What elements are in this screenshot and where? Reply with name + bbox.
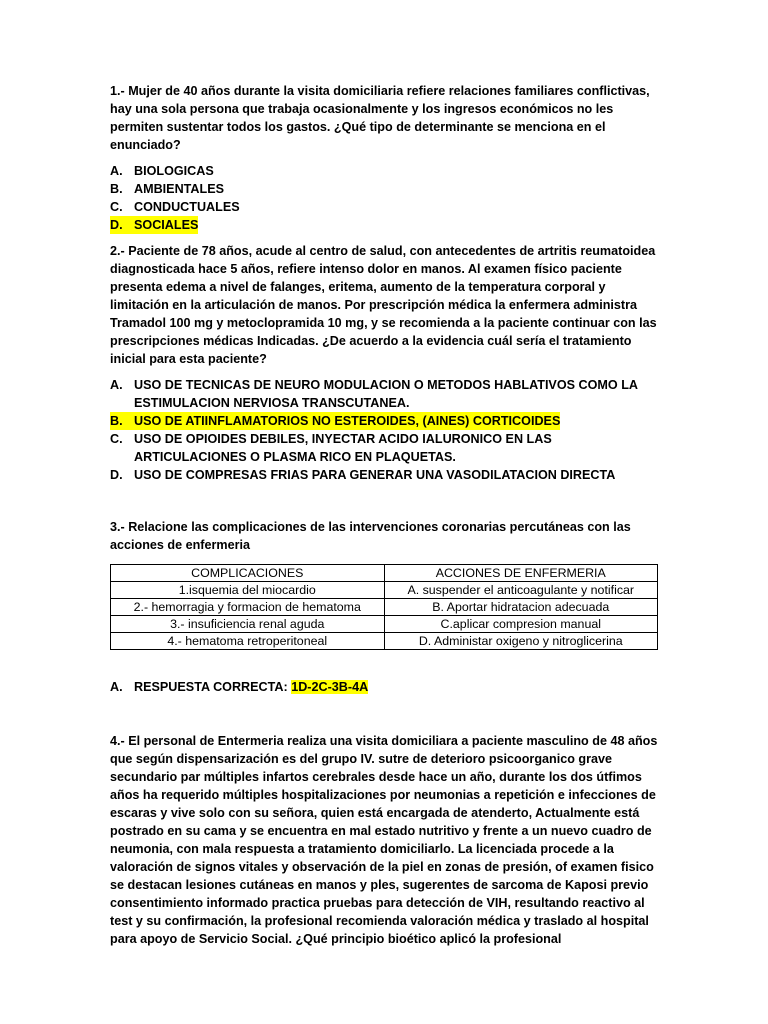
option-text: AMBIENTALES xyxy=(134,182,225,196)
table-cell: D. Administar oxigeno y nitroglicerina xyxy=(384,633,658,650)
option-text: SOCIALES xyxy=(134,218,199,232)
question-2-text: 2.- Paciente de 78 años, acude al centro de salud, con antecedentes de artritis reumatoidea diagnosticada hace 5 años, refiere intenso dolor en manos. Al examen físico paciente presenta edema a nivel de falanges, eritema, aumento de la temperatura corporal y limitación en la articulación de manos. Por prescripción médica la enfermera administra Tramadol 100 mg y metoclopramida 10 mg, y se recomienda a la paciente continuar con las prescripciones médicas Indicadas. ¿De acuerdo a la evidencia cuál sería el tratamiento inicial para esta paciente? xyxy=(110,244,657,366)
option-letter: B. xyxy=(110,182,123,196)
question-2-options xyxy=(110,376,662,484)
option-text: USO DE COMPRESAS FRIAS PARA GENERAR UNA VASODILATACION DIRECTA xyxy=(134,468,616,482)
answer-letter: A. xyxy=(110,680,123,694)
question-3-text: 3.- Relacione las complicaciones de las intervenciones coronarias percutáneas con las acciones de enfermeria xyxy=(110,520,631,552)
option-letter: C. xyxy=(110,432,123,446)
table-cell: A. suspender el anticoagulante y notificar xyxy=(384,582,658,599)
option-text: USO DE ATIINFLAMATORIOS NO ESTEROIDES, (AINES) CORTICOIDES xyxy=(134,414,561,428)
highlighted-answer xyxy=(110,216,198,234)
option-letter: B. xyxy=(110,414,123,428)
table-cell: 4.- hematoma retroperitoneal xyxy=(111,633,385,650)
table-row xyxy=(111,582,658,599)
question-1-option-a xyxy=(110,162,662,180)
table-header-acciones: ACCIONES DE ENFERMERIA xyxy=(384,565,658,582)
question-1-option-d-highlighted xyxy=(110,216,662,234)
question-1-text: 1.- Mujer de 40 años durante la visita domiciliaria refiere relaciones familiares conflictivas, hay una sola persona que trabaja ocasionalmente y los ingresos económicos no les permiten sustentar todos los gastos. ¿Qué tipo de determinante se menciona en el enunciado? xyxy=(110,84,650,152)
matching-table xyxy=(110,564,658,650)
table-cell: B. Aportar hidratacion adecuada xyxy=(384,599,658,616)
question-2-option-c xyxy=(110,430,662,466)
question-2-option-b-highlighted xyxy=(110,412,662,430)
question-2-option-d xyxy=(110,466,662,484)
question-1-option-b xyxy=(110,180,662,198)
option-text: USO DE TECNICAS DE NEURO MODULACION O METODOS HABLATIVOS COMO LA ESTIMULACION NERVIOSA TRANSCUTANEA. xyxy=(134,378,638,410)
highlighted-answer xyxy=(110,412,560,430)
option-text: CONDUCTUALES xyxy=(134,200,240,214)
document-page xyxy=(110,82,662,948)
option-letter: A. xyxy=(110,378,123,392)
table-header-complicaciones: COMPLICACIONES xyxy=(111,565,385,582)
question-3-answer xyxy=(110,678,662,696)
answer-label: RESPUESTA CORRECTA: xyxy=(134,680,292,694)
option-letter: D. xyxy=(110,218,123,232)
option-letter: D. xyxy=(110,468,123,482)
question-4-text: 4.- El personal de Entermeria realiza una visita domiciliara a paciente masculino de 48 años que según dispensarización es del grupo IV. sutre de deterioro psicoorganico grave secundario par múltiples infartos cerebrales desde hace un año, durante los dos útfimos años ha requerido múltiples hospitalizaciones por neumonias a repetición e infecciones de escaras y vive solo con su señora, quien está encargada de atenderto, Actualmente está postrado en su cama y se encuentra en mal estado nutritivo y frente a un nuevo cuadro de neumonia, con mala respuesta a tratamiento domiciliarlo. La licenciada procede a la valoración de signos vitales y observación de la piel en zonas de presión, of examen fisico se destacan lesiones cutáneas en manos y ples, sugerentes de sarcoma de Kaposi previo consentimiento informado practica pruebas para detección de VIH, resultando reactivo al test y su confirmación, la profesional recomienda valoración médica y traslado al hospital para apoyo de Servicio Social. ¿Qué principio bioético aplicó la profesional xyxy=(110,734,658,946)
option-letter: A. xyxy=(110,164,123,178)
table-cell: 2.- hemorragia y formacion de hematoma xyxy=(111,599,385,616)
question-2-option-a xyxy=(110,376,662,412)
answer-value-highlighted: 1D-2C-3B-4A xyxy=(291,680,369,694)
answer-text xyxy=(134,678,368,696)
table-row xyxy=(111,599,658,616)
option-letter: C. xyxy=(110,200,123,214)
table-cell: 3.- insuficiencia renal aguda xyxy=(111,616,385,633)
table-row xyxy=(111,633,658,650)
question-1-options xyxy=(110,162,662,234)
question-1-option-c xyxy=(110,198,662,216)
option-text: BIOLOGICAS xyxy=(134,164,214,178)
table-row xyxy=(111,616,658,633)
table-cell: C.aplicar compresion manual xyxy=(384,616,658,633)
table-header-row xyxy=(111,565,658,582)
table-cell: 1.isquemia del miocardio xyxy=(111,582,385,599)
option-text: USO DE OPIOIDES DEBILES, INYECTAR ACIDO IALURONICO EN LAS ARTICULACIONES O PLASMA RICO EN PLAQUETAS. xyxy=(134,432,552,464)
